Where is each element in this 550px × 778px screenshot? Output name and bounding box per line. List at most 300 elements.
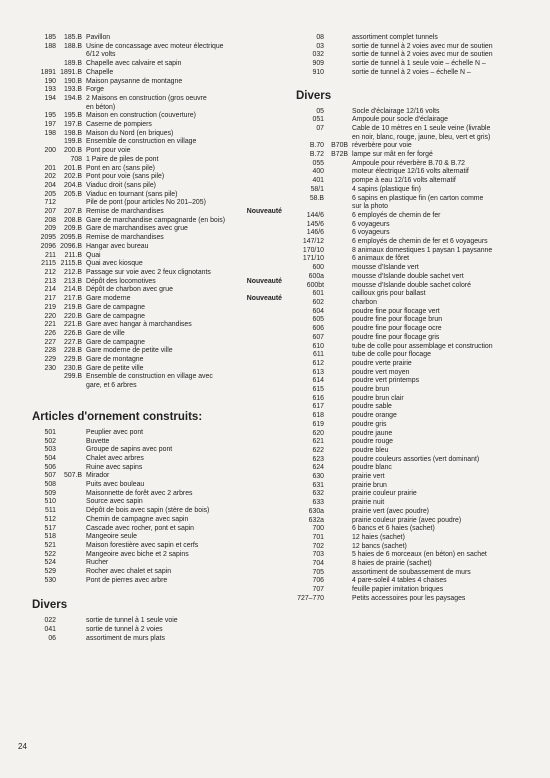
list-item [32,112,282,121]
list-item [296,142,536,151]
article-description: Pont de pierres avec arbre [86,576,168,584]
list-item [296,464,536,473]
article-description: Gare de campagne [86,303,145,311]
article-number: 213 [44,277,56,285]
list-item [296,134,536,143]
article-number: 188 [44,42,56,50]
list-item [32,559,282,568]
article-number: 615 [312,386,324,394]
list-item [32,382,282,391]
list-item [32,191,282,200]
list-item [296,290,536,299]
list-item [296,534,536,543]
article-number: 600a [308,272,324,280]
article-description: Dépôt de bois avec sapin (stère de bois) [86,507,210,515]
article-description: Source avec sapin [86,498,143,506]
article-number: 051 [312,116,324,124]
article-description: assortiment de murs plats [86,634,165,642]
list-item [32,295,282,304]
list-item [296,447,536,456]
article-number-b [56,199,86,208]
list-item [296,543,536,552]
list-item [32,472,282,481]
article-number: 226 [44,329,56,337]
article-description: 6 voyageurs [352,220,390,228]
article-number-b [324,69,352,78]
article-number: 209 [44,225,56,233]
list-item [32,330,282,339]
article-number-b: 188.B [63,42,82,50]
article-number: 508 [44,481,56,489]
article-number-b [324,203,352,212]
list-item [296,43,536,52]
article-number: 202 [44,173,56,181]
article-number-b: 2095.B [60,234,82,242]
article-number-b: 299.B [63,373,82,381]
new-badge: Nouveauté [246,277,282,285]
article-number: 614 [312,377,324,385]
list-item [32,551,282,560]
article-number: 144/6 [306,211,324,219]
article-number-b: 208.B [63,216,82,224]
list-item [32,438,282,447]
article-description: tube de colle pour assemblage et construction [352,342,493,350]
article-description: Chemin de campagne avec sapin [86,515,189,523]
article-number: 633 [312,499,324,507]
article-number-b: 230.B [63,364,82,372]
article-number-b [324,499,352,508]
article-number-b [324,212,352,221]
article-description: Quai [86,251,101,259]
article-number-b [324,534,352,543]
article-number-b: 227.B [63,338,82,346]
article-number: 214 [44,286,56,294]
article-number: 511 [45,507,56,515]
article-description: en béton) [86,103,116,111]
article-number: 041 [44,626,56,634]
article-number-b: 217.B [63,295,82,303]
article-description: prairie brun [352,481,387,489]
article-number-b [324,421,352,430]
article-description: sortie de tunnel à 1 seule voie [86,617,178,625]
article-number-b [324,412,352,421]
article-description: Pont en arc (sans pile) [86,164,155,172]
article-description: Socle d'éclairage 12/16 volts [352,107,440,115]
article-number: 632a [308,516,324,524]
list-item [32,78,282,87]
article-number: 623 [312,455,324,463]
article-number-b [324,360,352,369]
list-item [32,498,282,507]
list-item [32,173,282,182]
article-number-b [324,51,352,60]
article-number: 507 [44,472,56,480]
article-description: Maisonnette de forêt avec 2 arbres [86,489,193,497]
list-item [32,243,282,252]
article-number-b: 221.B [63,321,82,329]
article-number-b [56,481,86,490]
article-number-b [56,551,86,560]
article-number: 521 [44,541,56,549]
article-number-b [324,447,352,456]
article-number-b [324,508,352,517]
article-number: 632 [312,490,324,498]
article-description: prairie couleur prairie [352,490,417,498]
list-item [32,69,282,78]
article-description: mousse d'Islande double sachet vert [352,272,464,280]
article-number-b [56,542,86,551]
list-item [296,343,536,352]
article-description: lampe sur mât en fer forgé [352,151,433,159]
list-item [32,321,282,330]
article-number-b: 2096.B [60,242,82,250]
article-number-b: 1891.B [60,68,82,76]
article-number: 06 [48,634,56,642]
list-item [32,95,282,104]
list-item [32,104,282,113]
article-description: moteur électrique 12/16 volts alternatif [352,168,469,176]
article-number: 618 [312,412,324,420]
article-description: Chapelle avec calvaire et sapin [86,60,182,68]
article-number-b [324,255,352,264]
list-item [296,195,536,204]
list-item [296,456,536,465]
article-description: Mangeoire avec biche et 2 sapins [86,550,189,558]
article-description: poudre verte prairie [352,359,412,367]
article-number-b [324,325,352,334]
article-description: Gare moderne de petite ville [86,347,173,355]
list-item [32,165,282,174]
list-item [296,108,536,117]
article-description: réverbère pour voie [352,142,412,150]
list-item [32,286,282,295]
article-number: 401 [312,177,324,185]
list-item [296,369,536,378]
article-description: sortie de tunnel à 2 voies avec mur de soutien [352,51,493,59]
article-description: charbon [352,298,377,306]
article-number-b [56,446,86,455]
article-number-b [324,229,352,238]
article-number-b [56,533,86,542]
article-number-b [56,577,86,586]
article-number-b [324,473,352,482]
article-number: 207 [44,208,56,216]
article-description: Chalet avec arbres [86,454,144,462]
article-description: prairie vert (avec poudre) [352,507,429,515]
article-number [32,382,56,391]
list-item [32,481,282,490]
article-number-b [324,60,352,69]
article-number: 704 [312,560,324,568]
list-item [296,125,536,134]
list-item [32,626,282,635]
article-description: sortie de tunnel à 2 voies avec mur de soutien [352,42,493,50]
article-number-b [56,464,86,473]
article-description: poudre orange [352,412,397,420]
list-item [32,147,282,156]
article-number: 700 [312,525,324,533]
article-number: 05 [316,107,324,115]
list-item [296,386,536,395]
article-description: 8 animaux domestiques 1 paysan 1 paysanne [352,246,493,254]
list-item [32,617,282,626]
list-item [32,260,282,269]
list-item [32,533,282,542]
article-number-b [56,516,86,525]
article-description: Gare de campagne [86,312,145,320]
article-number: 08 [316,34,324,41]
list-item [32,217,282,226]
article-number: 220 [44,312,56,320]
article-number: 503 [44,446,56,454]
article-number: 204 [44,181,56,189]
article-number-b [324,569,352,578]
article-number-b [324,43,352,52]
article-number-b [324,247,352,256]
article-description: poudre bleu [352,446,389,454]
article-number-b: 197.B [63,121,82,129]
article-number-b: 202.B [63,173,82,181]
list-item [296,203,536,212]
article-number-b: 213.B [63,277,82,285]
article-description: 1 Paire de piles de pont [86,155,159,163]
article-number: 510 [44,498,56,506]
article-description: cailloux gris pour ballast [352,290,426,298]
article-number-b [324,577,352,586]
article-description: poudre brun [352,386,390,394]
article-number: 524 [44,559,56,567]
article-description: Ensemble de construction en village [86,138,197,146]
list-item [32,51,282,60]
article-number: 616 [312,394,324,402]
article-description: gare, et 6 arbres [86,382,137,390]
article-number: 600bt [306,281,324,289]
article-number-b [324,395,352,404]
article-number-b [324,334,352,343]
article-description: Hangar avec bureau [86,242,149,250]
article-number: 201 [44,164,56,172]
article-number: 517 [44,524,56,532]
list-item [296,473,536,482]
article-number-b: 195.B [63,112,82,120]
list-item [296,325,536,334]
article-number: 194 [44,94,56,102]
article-description: mousse d'Islande double sachet coloré [352,281,471,289]
article-description: poudre rouge [352,438,393,446]
article-description: Buvette [86,437,110,445]
article-number-b [324,168,352,177]
heading-divers-right: Divers [296,89,332,102]
article-number-b [56,382,86,391]
list-item [32,525,282,534]
article-description: 12 haies (sachet) [352,533,405,541]
article-number: 601 [312,290,324,298]
list-item [296,299,536,308]
list-item [296,490,536,499]
article-number-b [324,221,352,230]
article-description: prairie vert [352,473,385,481]
article-description: sortie de tunnel à 2 voies – échelle N – [352,68,471,76]
list-item [296,34,536,43]
article-description: 6 sapins en plastique fin (en carton comme [352,194,484,202]
article-number-b: 207.B [63,208,82,216]
article-number-b [324,308,352,317]
article-description: Ampoule pour réverbère B.70 & B.72 [352,159,465,167]
heading-articles: Articles d'ornement construits: [32,410,203,423]
heading-divers-left: Divers [32,599,68,612]
list-item [296,360,536,369]
article-number-b [324,351,352,360]
article-description: Pont pour voie [86,147,131,155]
article-number-b [324,560,352,569]
article-number: 611 [313,351,324,359]
article-description: sortie de tunnel à 2 voies [86,626,163,634]
article-number-b: 193.B [63,86,82,94]
article-number: 606 [312,325,324,333]
article-description: Gare de ville [86,329,125,337]
article-number-b [324,369,352,378]
article-description: Caserne de pompiers [86,121,152,129]
list-item [296,238,536,247]
article-number: 624 [312,464,324,472]
article-number: 529 [44,568,56,576]
article-number: 501 [44,428,56,436]
article-description: mousse d'Islande vert [352,264,419,272]
article-number: 605 [312,316,324,324]
list-item [32,347,282,356]
article-description: Usine de concassage avec moteur électrique [86,42,224,50]
article-description: 2 Maisons en construction (gros oeuvre [86,94,207,102]
article-number: 703 [312,551,324,559]
ornament-list [32,429,282,586]
article-description: 6/12 volts [86,51,116,59]
list-item [32,138,282,147]
article-description: Peuplier avec pont [86,428,144,436]
article-number-b: 212.B [63,268,82,276]
article-number: 502 [44,437,56,445]
article-description: Viaduc droit (sans pile) [86,181,156,189]
article-number-b [324,316,352,325]
article-number-b [56,568,86,577]
article-number-b: B72B [331,151,348,159]
article-number-b: 211.B [64,251,82,259]
list-item [296,551,536,560]
article-number-b: 198.B [63,129,82,137]
article-description: Petits accessoires pour les paysages [352,594,466,602]
article-number: 530 [44,576,56,584]
article-number-b [324,134,352,143]
article-number: 07 [316,124,324,132]
article-description: Gare de montagne [86,356,144,364]
article-number: 230 [44,364,56,372]
article-number-b [56,617,86,626]
article-description: tube de colle pour flocage [352,351,431,359]
article-number-b [324,517,352,526]
list-item [32,635,282,644]
article-description: Maison paysanne de montagne [86,77,183,85]
list-item [32,339,282,348]
article-description: Mangeoire seule [86,533,137,541]
list-item [296,264,536,273]
article-description: Ruine avec sapins [86,463,143,471]
article-number-b [324,160,352,169]
article-description: poudre brun clair [352,394,404,402]
list-item [296,160,536,169]
list-item [296,177,536,186]
divers-right-list [296,108,536,604]
article-description: Remise de marchandises [86,234,164,242]
article-number-b [324,595,352,604]
list-item [32,278,282,287]
article-number-b [324,125,352,134]
article-number-b [324,238,352,247]
list-item [296,69,536,78]
article-number [296,134,324,143]
list-item [296,569,536,578]
article-number: 602 [312,298,324,306]
article-description: Rocher avec chalet et sapin [86,568,172,576]
list-item [32,490,282,499]
article-number-b [324,282,352,291]
list-item [32,252,282,261]
article-number: 707 [312,586,324,594]
article-number: 607 [312,333,324,341]
article-description: poudre fine pour flocage ocre [352,325,442,333]
list-item [296,586,536,595]
article-number-b: 708 [70,155,82,163]
article-number-b [324,186,352,195]
list-item [296,525,536,534]
article-description: feuille papier imitation briques [352,586,444,594]
article-number: 198 [44,129,56,137]
article-number-b: 214.B [63,286,82,294]
article-number: 03 [316,42,324,50]
article-description: poudre sable [352,403,392,411]
article-description: Passage sur voie avec 2 feux clignotants [86,268,211,276]
article-number-b [324,273,352,282]
list-item [296,255,536,264]
article-number: 2096 [40,242,56,250]
article-number-b [324,456,352,465]
list-item [296,499,536,508]
article-description: Groupe de sapins avec pont [86,446,173,454]
article-number: 400 [312,168,324,176]
article-number-b [324,438,352,447]
article-number [296,203,324,212]
list-item [32,182,282,191]
article-number: 195 [44,112,56,120]
article-description: Forge [86,86,105,94]
article-description: poudre vert printemps [352,377,420,385]
list-item [32,225,282,234]
article-number: 600 [312,264,324,272]
article-description: sortie de tunnel à 1 seule voie – échelle N – [352,60,486,68]
article-number-b [324,299,352,308]
article-description: 6 bancs et 6 haies (sachet) [352,525,435,533]
article-description: poudre couleurs assorties (vert dominant) [352,455,480,463]
list-item [32,455,282,464]
article-description: 5 haies de 6 morceaux (en béton) en sachet [352,551,487,559]
article-number-b [324,490,352,499]
list-item [32,304,282,313]
article-number: 200 [44,147,56,155]
article-number: 197 [44,121,56,129]
article-number-b: 228.B [63,347,82,355]
list-item [296,186,536,195]
article-number-b [324,403,352,412]
article-number-b [324,377,352,386]
article-description: Gare de petite ville [86,364,144,372]
